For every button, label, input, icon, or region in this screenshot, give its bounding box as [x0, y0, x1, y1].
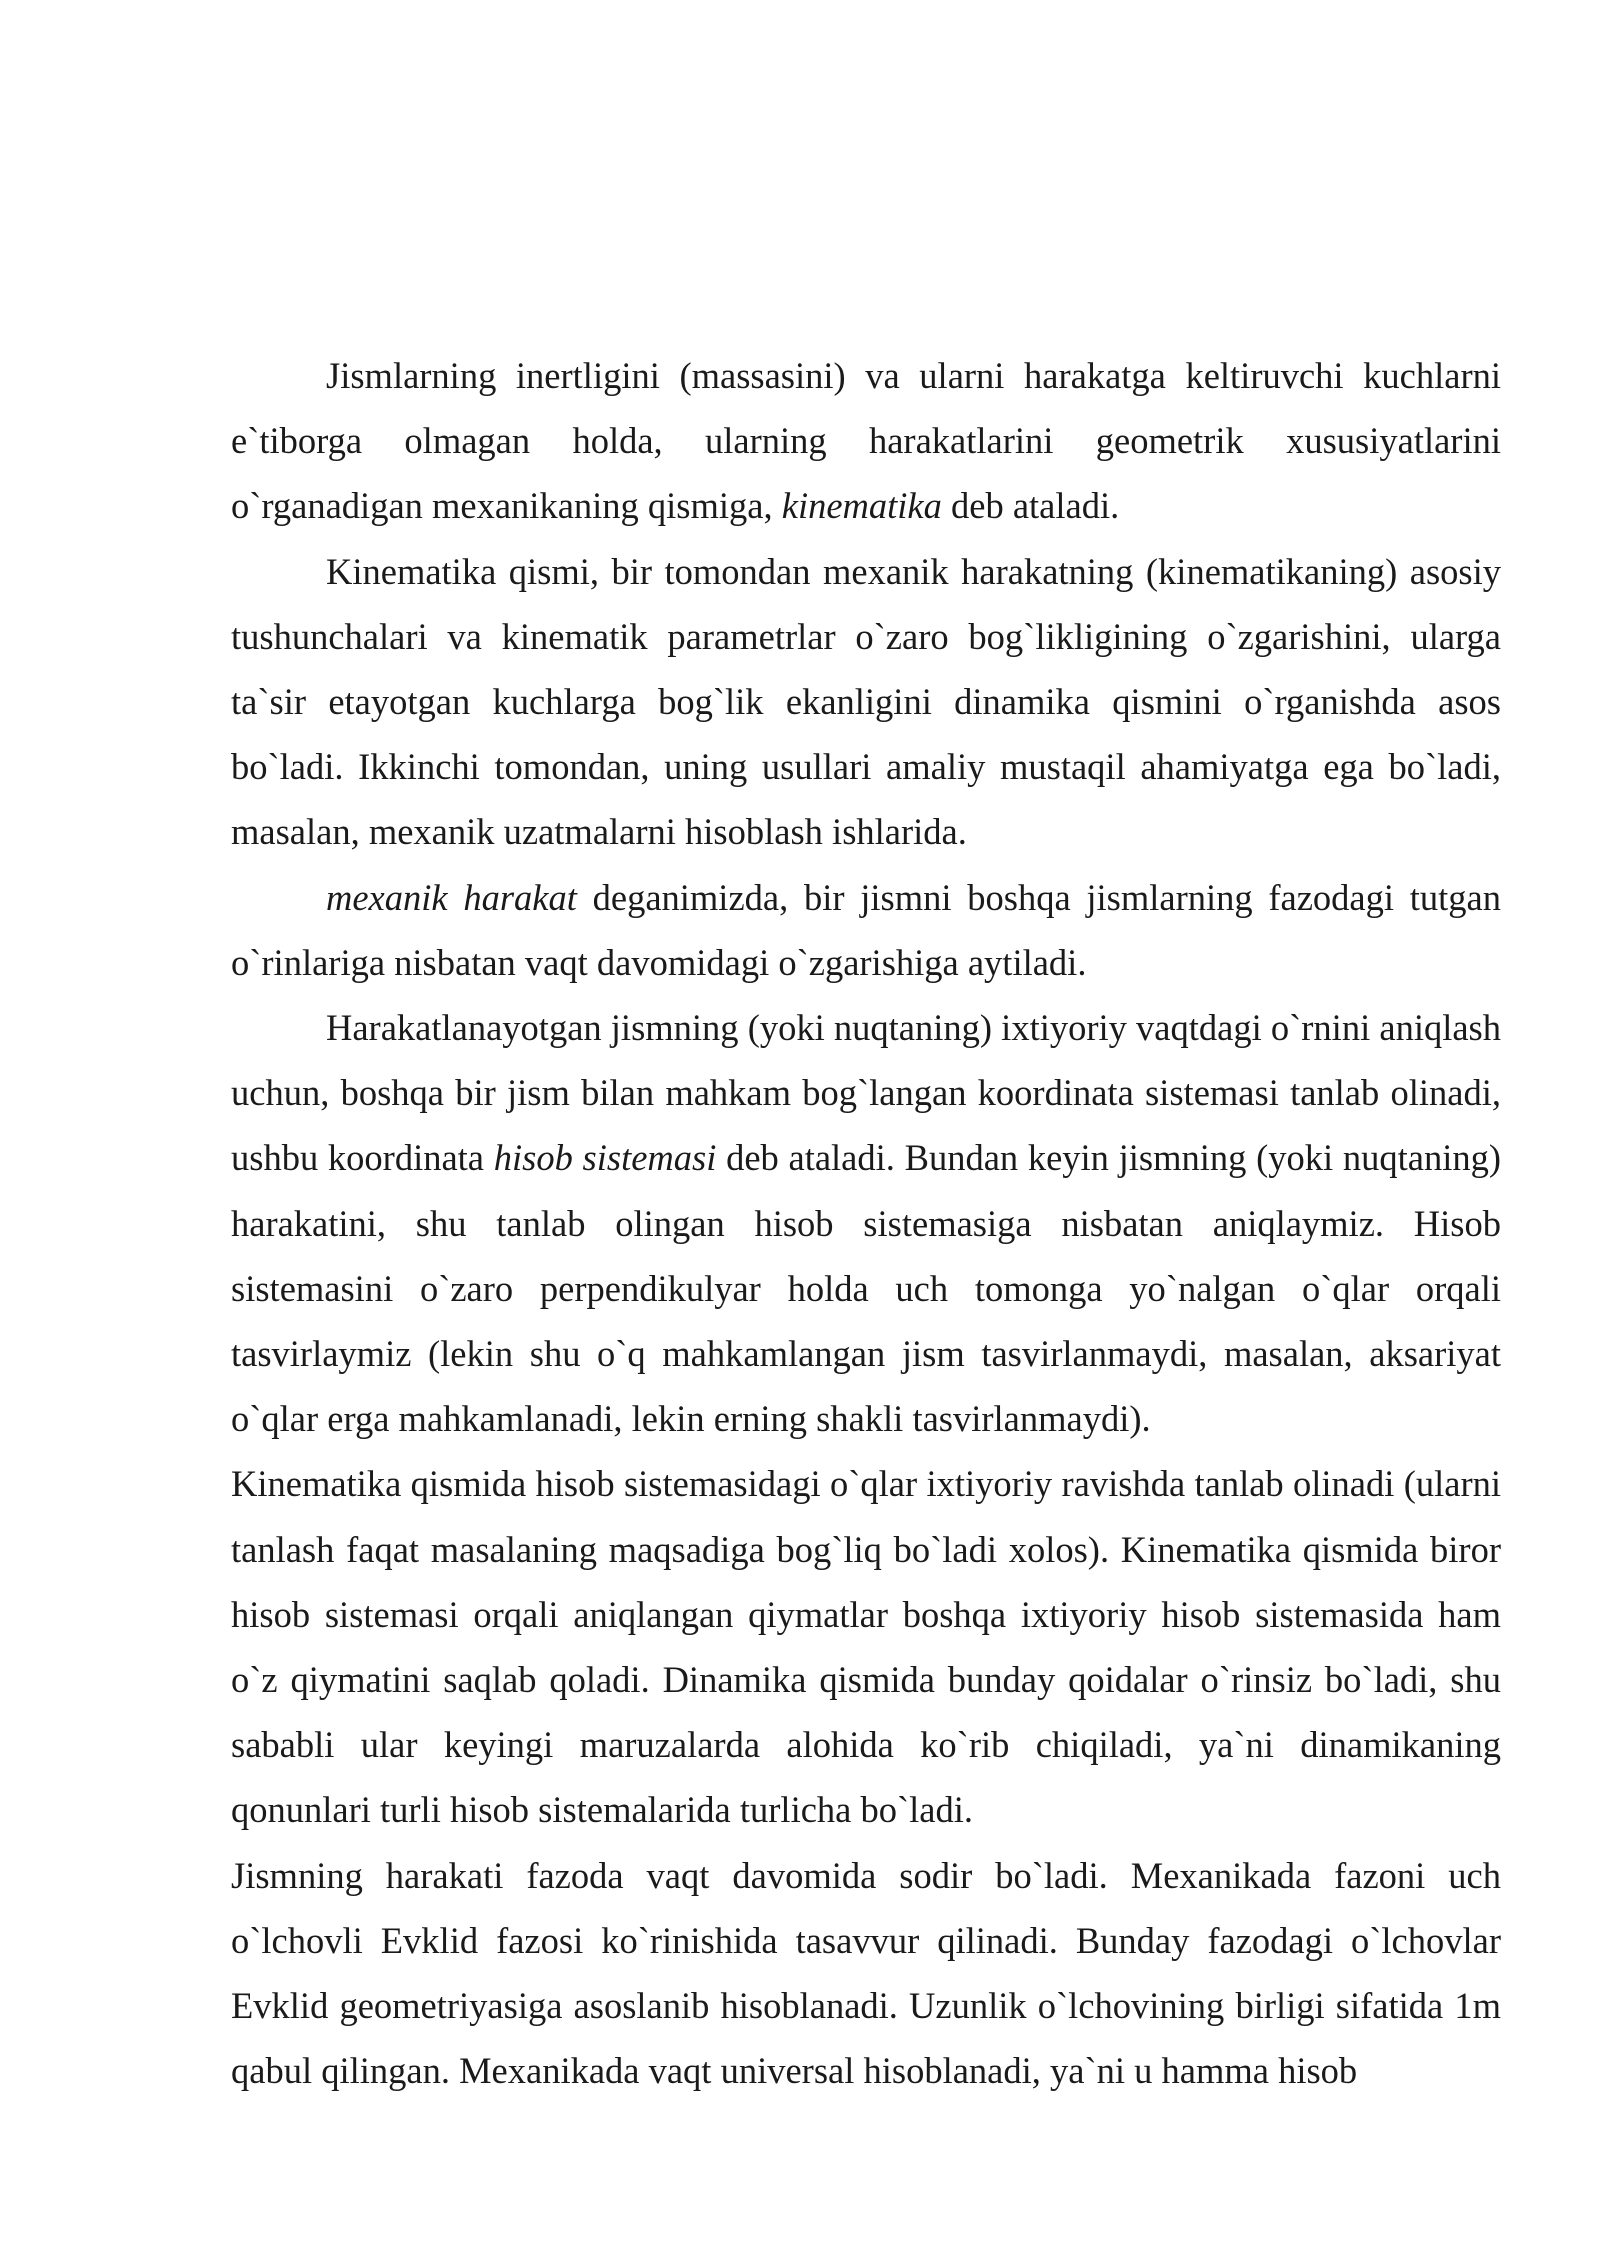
- text-body: [231, 343, 1501, 2103]
- text-run: Kinematika qismida hisob sistemasidagi o`qlar ixtiyoriy ravishda tanlab olinadi (ularni tanlash faqat masalaning maqsadiga bog`liq bo`ladi xolos). Kinematika qismida biror hisob sistemasi orqali aniqlangan qiymatlar boshqa ixtiyoriy hisob sistemasida ham o`z qiymatini saqlab qoladi. Dinamika qismida bunday qoidalar o`rinsiz bo`ladi, shu sababli ular keyingi maruzalarda alohida ko`rib chiqiladi, ya`ni dinamikaning qonunlari turli hisob sistemalarida turlicha bo`ladi.: [231, 1463, 1501, 1831]
- paragraph-kinematika-role: [231, 539, 1501, 865]
- paragraph-space-time: [231, 1843, 1501, 2104]
- text-run: deb ataladi.: [941, 485, 1120, 527]
- paragraph-hisob-sistemasi: [231, 995, 1501, 1451]
- text-run: Kinematika qismi, bir tomondan mexanik harakatning (kinematikaning) asosiy tushunchalari va kinematik parametrlar o`zaro bog`likligining o`zgarishini, ularga ta`sir etayotgan kuchlarga bog`lik ekanligini dinamika qismini o`rganishda asos bo`ladi. Ikkinchi tomondan, uning usullari amaliy mustaqil ahamiyatga ega bo`ladi, masalan, mexanik uzatmalarni hisoblash ishlarida.: [231, 550, 1501, 853]
- italic-term-hisob-sistemasi: hisob sistemasi: [493, 1137, 717, 1179]
- text-run: deb ataladi. Bundan keyin jismning (yoki nuqtaning) harakatini, shu tanlab olingan hisob sistemasiga nisbatan aniqlaymiz. Hisob sistemasini o`zaro perpendikulyar holda uch tomonga yo`nalgan o`qlar orqali tasvirlaymiz (lekin shu o`q mahkamlangan jism tasvirlanmaydi, masalan, aksariyat o`qlar erga mahkamlanadi, lekin erning shakli tasvirlanmaydi).: [231, 1137, 1502, 1440]
- paragraph-kinematika-definition: [231, 343, 1501, 539]
- text-run: Jismlarning inertligini (massasini) va ularni harakatga keltiruvchi kuchlarni e`tiborga olmagan holda, ularning harakatlarini geometrik xususiyatlarini o`rganadigan mexanikaning qismiga,: [231, 355, 1501, 527]
- paragraph-mexanik-harakat: [231, 865, 1501, 995]
- text-run: Jismning harakati fazoda vaqt davomida sodir bo`ladi. Mexanikada fazoni uch o`lchovli Evklid fazosi ko`rinishida tasavvur qilinadi. Bunday fazodagi o`lchovlar Evklid geometriyasiga asoslanib hisoblanadi. Uzunlik o`lchovining birligi sifatida 1m qabul qilingan. Mexanikada vaqt universal hisoblanadi, ya`ni u hamma hisob: [231, 1854, 1501, 2092]
- paragraph-kinematika-axes: [231, 1451, 1501, 1842]
- text-run: deganimizda, bir jismni boshqa jismlarning fazodagi tutgan o`rinlariga nisbatan vaqt davomidagi o`zgarishiga aytiladi.: [231, 876, 1501, 983]
- italic-term-mexanik-harakat: mexanik harakat: [326, 876, 577, 918]
- italic-term-kinematika: kinematika: [781, 485, 942, 527]
- text-run: Harakatlanayotgan jismning (yoki nuqtaning) ixtiyoriy vaqtdagi o`rnini aniqlash uchun, boshqa bir jism bilan mahkam bog`langan koordinata sistemasi tanlab olinadi, ushbu koordinata: [231, 1007, 1501, 1179]
